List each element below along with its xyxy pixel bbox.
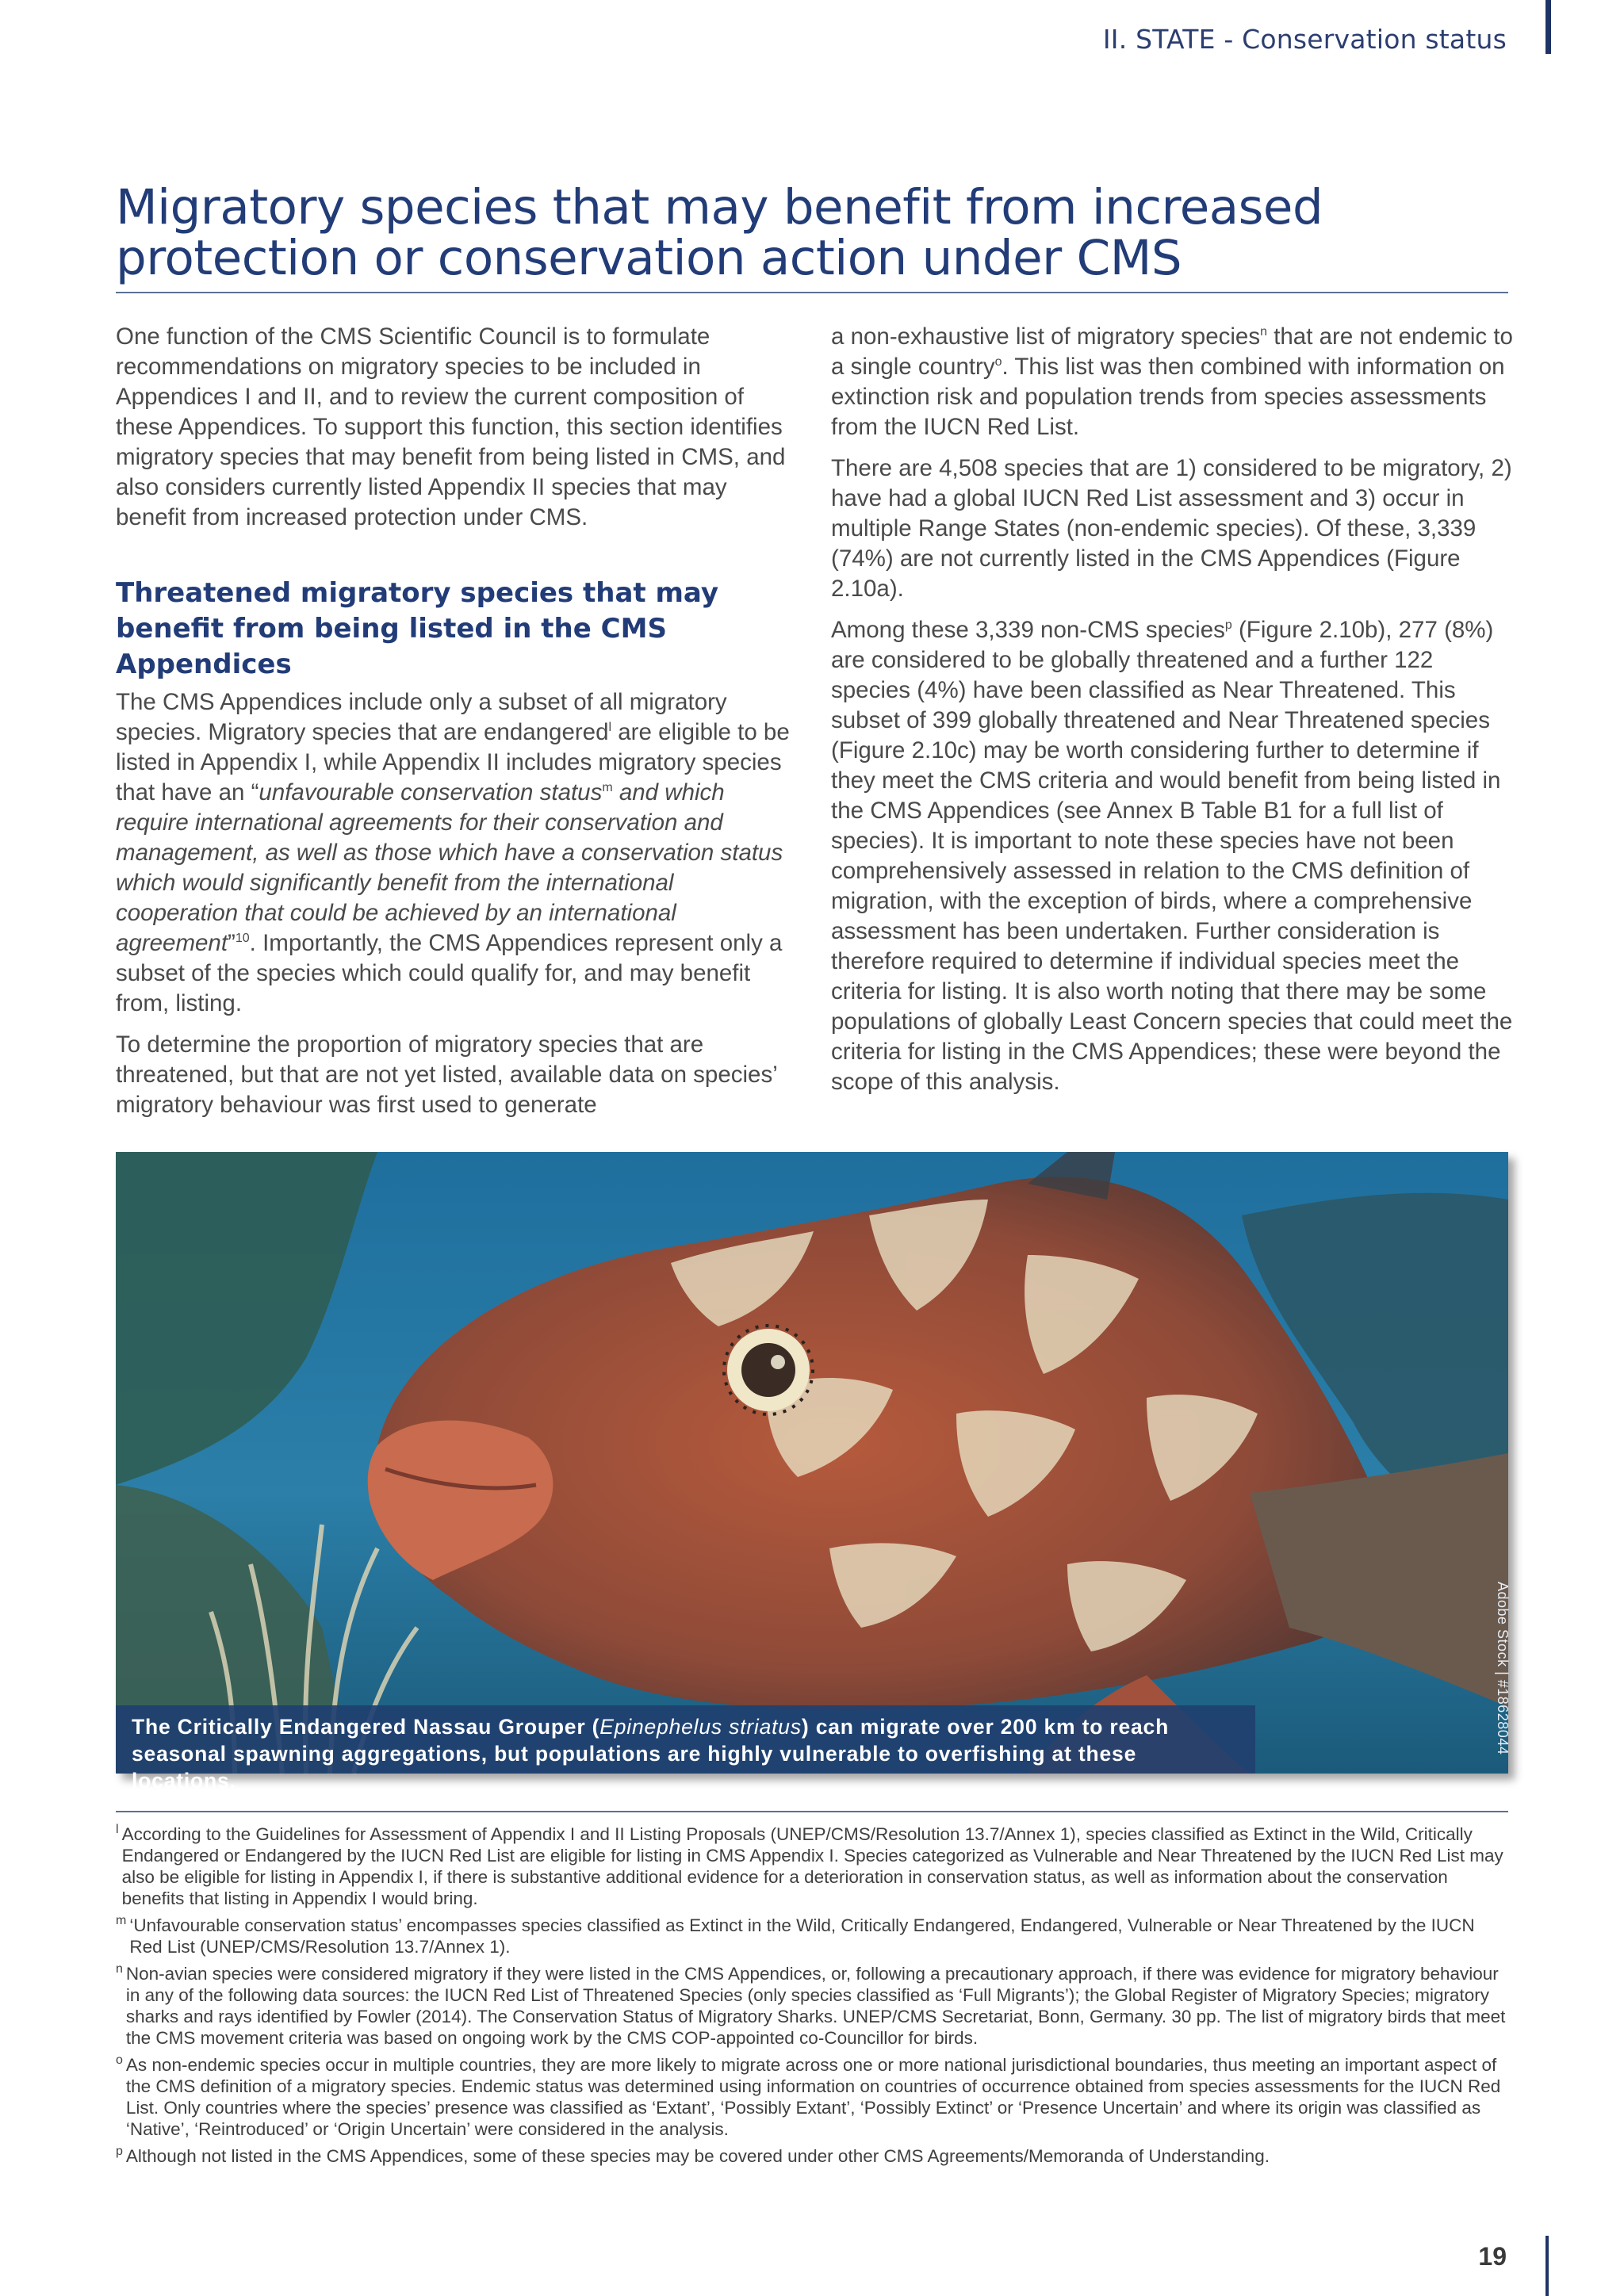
page-number: 19 <box>1478 2242 1507 2271</box>
footnote-text: ‘Unfavourable conservation status’ encompasses species classified as Extinct in the Wild, Critically Endangered, Endangered, Vulnerable or Near Threatened by the IUCN Red List (UNEP/CMS/Resolution 13.7/Annex 1). <box>129 1915 1475 1957</box>
text-span: Among these 3,339 non-CMS species <box>831 617 1225 643</box>
quote-italic: and which require international agreements for their conservation and management, as well as those which have a conservation status which would significantly benefit from the international cooperation that could be achieved by an international agreement <box>116 779 783 956</box>
footer-accent-bar <box>1545 2236 1549 2296</box>
text-span: . This list was then combined with information on extinction risk and population trends from species assessments from the IUCN Red List. <box>831 354 1505 440</box>
method-paragraph: To determine the proportion of migratory species that are threatened, but that are not yet listed, available data on species’ migratory behaviour was first used to generate <box>116 1031 777 1118</box>
footnote-divider <box>116 1811 1508 1812</box>
quote-italic: unfavourable conservation status <box>259 779 603 806</box>
footnote-m <box>116 1915 1511 1957</box>
text-span: are eligible to be listed in Appendix I, while Appendix II includes migratory species that have an “ <box>116 719 790 806</box>
footnote-ref-n[interactable]: n <box>1260 325 1267 339</box>
footnote-marker: p <box>116 2145 123 2158</box>
footnotes <box>116 1823 1511 2172</box>
header-accent-bar <box>1545 0 1551 54</box>
footnote-text: Although not listed in the CMS Appendices, some of these species may be covered under other CMS Agreements/Memoranda of Understanding. <box>125 2146 1270 2166</box>
footnote-text: According to the Guidelines for Assessment of Appendix I and II Listing Proposals (UNEP/CMS/Resolution 13.7/Annex 1), species classified as Extinct in the Wild, Critically Endangered or Endangered by the IUCN Red List are eligible for listing in CMS Appendix I. Species categorized as Vulnerable and Near Threatened by the IUCN Red List may also be eligible for listing in Appendix I, if there is substantive additional evidence for a deterioration in conservation status, as well as information about the conservation benefits that listing in Appendix I would bring. <box>121 1824 1503 1908</box>
caption-text: ) can migrate over 200 km to reach seasonal spawning aggregations, but populations are highly vulnerable to overfishing at these locations. <box>132 1715 1170 1793</box>
list-paragraph <box>831 322 1513 442</box>
reference-10[interactable]: 10 <box>235 932 250 946</box>
footnote-marker: n <box>116 1962 123 1976</box>
footnote-marker: o <box>116 2053 123 2067</box>
footnote-ref-p[interactable]: p <box>1224 618 1232 633</box>
caption-text: The Critically Endangered Nassau Grouper ( <box>132 1715 600 1739</box>
footnote-p <box>116 2145 1511 2167</box>
text-span: (Figure 2.10b), 277 (8%) are considered to be globally threatened and a further 122 species (4%) have been classified as Near Threatened. This subset of 399 globally threatened and Near Threatened species (Figure 2.10c) may be worth considering further to determine if they meet the CMS criteria and would benefit from being listed in the CMS Appendices (see Annex B Table B1 for a full list of species). It is important to note these species have not been comprehensively assessed in relation to the CMS definition of migration, with the exception of birds, where a comprehensive assessment has been undertaken. Further consideration is therefore required to determine if individual species meet the criteria for listing. It is also worth noting that there may be some populations of globally Least Concern species that could meet the criteria for listing in the CMS Appendices; these were beyond the scope of this analysis. <box>831 617 1513 1095</box>
photo-caption <box>116 1705 1255 1793</box>
text-span: a non-exhaustive list of migratory species <box>831 323 1261 350</box>
appendices-paragraph <box>116 687 795 1019</box>
photo-credit: Adobe Stock | #18628044 <box>1495 1582 1511 1755</box>
page-title: Migratory species that may benefit from increased protection or conservation action under CMS <box>116 179 1323 286</box>
text-span: ” <box>228 930 236 956</box>
grouper-illustration <box>116 1152 1508 1774</box>
section-subheading: Threatened migratory species that may benefit from being listed in the CMS Appendices <box>116 577 718 680</box>
left-column <box>116 322 795 1131</box>
footnote-ref-o[interactable]: o <box>994 355 1002 369</box>
footnote-n <box>116 1963 1511 2049</box>
footnote-text: As non-endemic species occur in multiple countries, they are more likely to migrate across one or more national jurisdictional boundaries, thus meeting an important aspect of the CMS definition of a migratory species. Endemic status was determined using information on countries of occurrence obtained from species assessments for the IUCN Red List. Only countries where the species’ presence was classified as ‘Extant’, ‘Possibly Extant’, ‘Possibly Extinct’ or ‘Presence Uncertain’ and where its origin was classified as ‘Native’, ‘Reintroduced’ or ‘Origin Uncertain’ were considered in the analysis. <box>125 2055 1501 2139</box>
running-header: II. STATE - Conservation status <box>1102 24 1507 55</box>
grouper-photo <box>116 1152 1508 1793</box>
footnote-l <box>116 1823 1511 1909</box>
species-name: Epinephelus striatus <box>599 1715 802 1739</box>
text-span: that are not endemic to a single country <box>831 323 1513 380</box>
footnote-o <box>116 2054 1511 2140</box>
text-span: . Importantly, the CMS Appendices represent only a subset of the species which could qualify for, and may benefit from, listing. <box>116 930 783 1016</box>
threatened-paragraph <box>831 615 1513 1097</box>
footnote-text: Non-avian species were considered migratory if they were listed in the CMS Appendices, or, following a precautionary approach, if there was evidence for migratory behaviour in any of the following data sources: the IUCN Red List of Threatened Species (only species classified as ‘Full Migrants’); the Global Register of Migratory Species; migratory sharks and rays identified by Fowler (2014). The Conservation Status of Migratory Sharks. UNEP/CMS Secretariat, Bonn, Germany. 30 pp. The list of migratory birds that meet the CMS movement criteria was based on ongoing work by the CMS COP-appointed co-Councillor for birds. <box>125 1964 1506 2048</box>
right-column <box>831 322 1513 1108</box>
footnote-ref-l[interactable]: l <box>608 721 612 735</box>
footnote-marker: l <box>116 1823 119 1836</box>
text-span: The CMS Appendices include only a subset of all migratory species. Migratory species that are endangered <box>116 689 727 745</box>
footnote-marker: m <box>116 1914 127 1927</box>
counts-paragraph: There are 4,508 species that are 1) considered to be migratory, 2) have had a global IUCN Red List assessment and 3) occur in multiple Range States (non-endemic species). Of these, 3,339 (74%) are not currently listed in the CMS Appendices (Figure 2.10a). <box>831 455 1512 602</box>
title-divider <box>116 292 1508 293</box>
intro-paragraph: One function of the CMS Scientific Council is to formulate recommendations on migratory species to be included in Appendices I and II, and to review the current composition of these Appendices. To support this function, this section identifies migratory species that may benefit from being listed in CMS, and also considers currently listed Appendix II species that may benefit from increased protection under CMS. <box>116 323 786 530</box>
footnote-ref-m[interactable]: m <box>602 781 613 795</box>
